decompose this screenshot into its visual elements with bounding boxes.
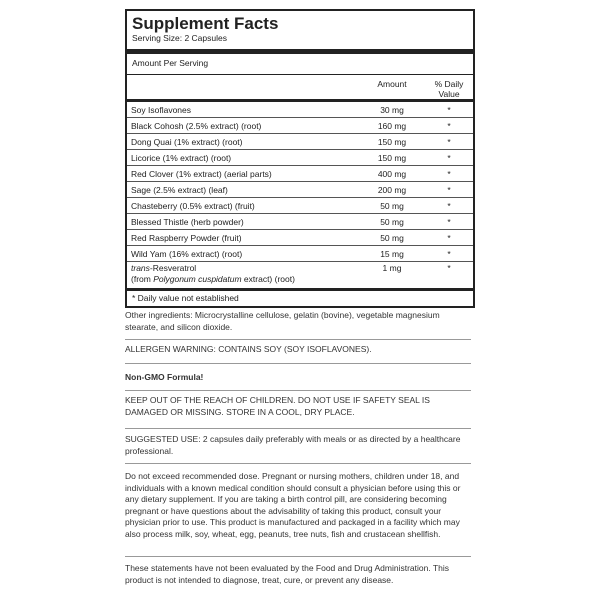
nutrient-name: Chasteberry (0.5% extract) (fruit) — [131, 200, 255, 211]
nutrient-amount: 200 mg — [377, 184, 407, 195]
supplement-facts-panel — [125, 9, 475, 308]
nutrient-amount: 15 mg — [380, 248, 404, 259]
nutrient-row — [127, 102, 473, 118]
nutrient-dv: * — [447, 184, 451, 195]
panel-title: Supplement Facts — [132, 14, 279, 33]
divider — [125, 390, 471, 391]
allergen-warning: ALLERGEN WARNING: CONTAINS SOY (SOY ISOFLAVONES). — [125, 344, 372, 354]
nutrient-dv: * — [447, 168, 451, 179]
nutrient-amount: 50 mg — [380, 216, 404, 227]
fda-disclaimer: These statements have not been evaluated by the Food and Drug Administration. This product is not intended to diagnose, treat, cure, or prevent any disease. — [125, 563, 449, 585]
resveratrol-row: trans-Resveratrol (from Polygonum cuspidatum extract) (root) 1 mg * — [127, 262, 473, 291]
nutrient-amount: 400 mg — [377, 168, 407, 179]
amount-header: Amount — [377, 79, 407, 89]
nutrient-dv: * — [447, 263, 451, 273]
nutrient-dv: * — [447, 200, 451, 211]
other-ingredients: Other ingredients: Microcrystalline cellulose, gelatin (bovine), vegetable magnesium stearate, and silicon dioxide. — [125, 310, 440, 332]
nutrient-amount: 150 mg — [377, 152, 407, 163]
nutrient-dv: * — [447, 232, 451, 243]
nutrient-amount: 160 mg — [377, 120, 407, 131]
divider — [125, 463, 471, 464]
nutrient-dv: * — [447, 104, 451, 115]
nutrient-name: Licorice (1% extract) (root) — [131, 152, 232, 163]
serving-size: Serving Size: 2 Capsules — [132, 33, 227, 43]
nutrient-row — [127, 166, 473, 182]
nutrient-name: Red Clover (1% extract) (aerial parts) — [131, 168, 272, 179]
keep-out-warning: KEEP OUT OF THE REACH OF CHILDREN. DO NOT USE IF SAFETY SEAL IS DAMAGED OR MISSING. STORE IN A COOL, DRY PLACE. — [125, 395, 430, 417]
nutrient-row — [127, 134, 473, 150]
nutrient-amount: 50 mg — [380, 232, 404, 243]
nutrient-amount: 50 mg — [380, 200, 404, 211]
divider — [125, 428, 471, 429]
nutrient-row — [127, 182, 473, 198]
nutrient-name: Wild Yam (16% extract) (root) — [131, 248, 243, 259]
daily-value-header: % Daily Value — [434, 79, 464, 99]
nutrient-row — [127, 150, 473, 166]
nutrient-amount: 1 mg — [382, 263, 402, 273]
non-gmo-label: Non-GMO Formula! — [125, 372, 204, 382]
column-header — [127, 75, 473, 102]
nutrient-row — [127, 198, 473, 214]
suggested-use: SUGGESTED USE: 2 capsules daily preferably with meals or as directed by a healthcare professional. — [125, 434, 461, 456]
nutrient-dv: * — [447, 136, 451, 147]
nutrient-name: Soy Isoflavones — [131, 104, 192, 115]
divider — [125, 363, 471, 364]
dose-warning: Do not exceed recommended dose. Pregnant or nursing mothers, children under 18, and individuals with a known medical condition should consult a physician before using this or any dietary supplement. If you are taking a birth control pill, are considering becoming pregnant or have questions about the advisability of taking this product, consult your physician prior to use. This product is manufactured and packaged in a facility which may also process milk, soy, wheat, egg, peanuts, tree nuts, fish and crustacean shellfish. — [125, 471, 461, 539]
nutrient-row — [127, 118, 473, 134]
nutrient-name: Black Cohosh (2.5% extract) (root) — [131, 120, 262, 131]
nutrient-row — [127, 214, 473, 230]
nutrient-dv: * — [447, 152, 451, 163]
divider — [125, 556, 471, 557]
nutrient-dv: * — [447, 120, 451, 131]
nutrient-row — [127, 230, 473, 246]
nutrient-name: Red Raspberry Powder (fruit) — [131, 232, 242, 243]
nutrient-dv: * — [447, 248, 451, 259]
nutrient-name: Blessed Thistle (herb powder) — [131, 216, 244, 227]
nutrient-amount: 150 mg — [377, 136, 407, 147]
amount-per-serving: Amount Per Serving — [127, 54, 473, 75]
footnote: * Daily value not established — [132, 293, 239, 303]
nutrient-name: Sage (2.5% extract) (leaf) — [131, 184, 228, 195]
nutrient-row — [127, 246, 473, 262]
divider — [125, 339, 471, 340]
nutrient-amount: 30 mg — [380, 104, 404, 115]
nutrient-dv: * — [447, 216, 451, 227]
nutrient-name: Dong Quai (1% extract) (root) — [131, 136, 243, 147]
